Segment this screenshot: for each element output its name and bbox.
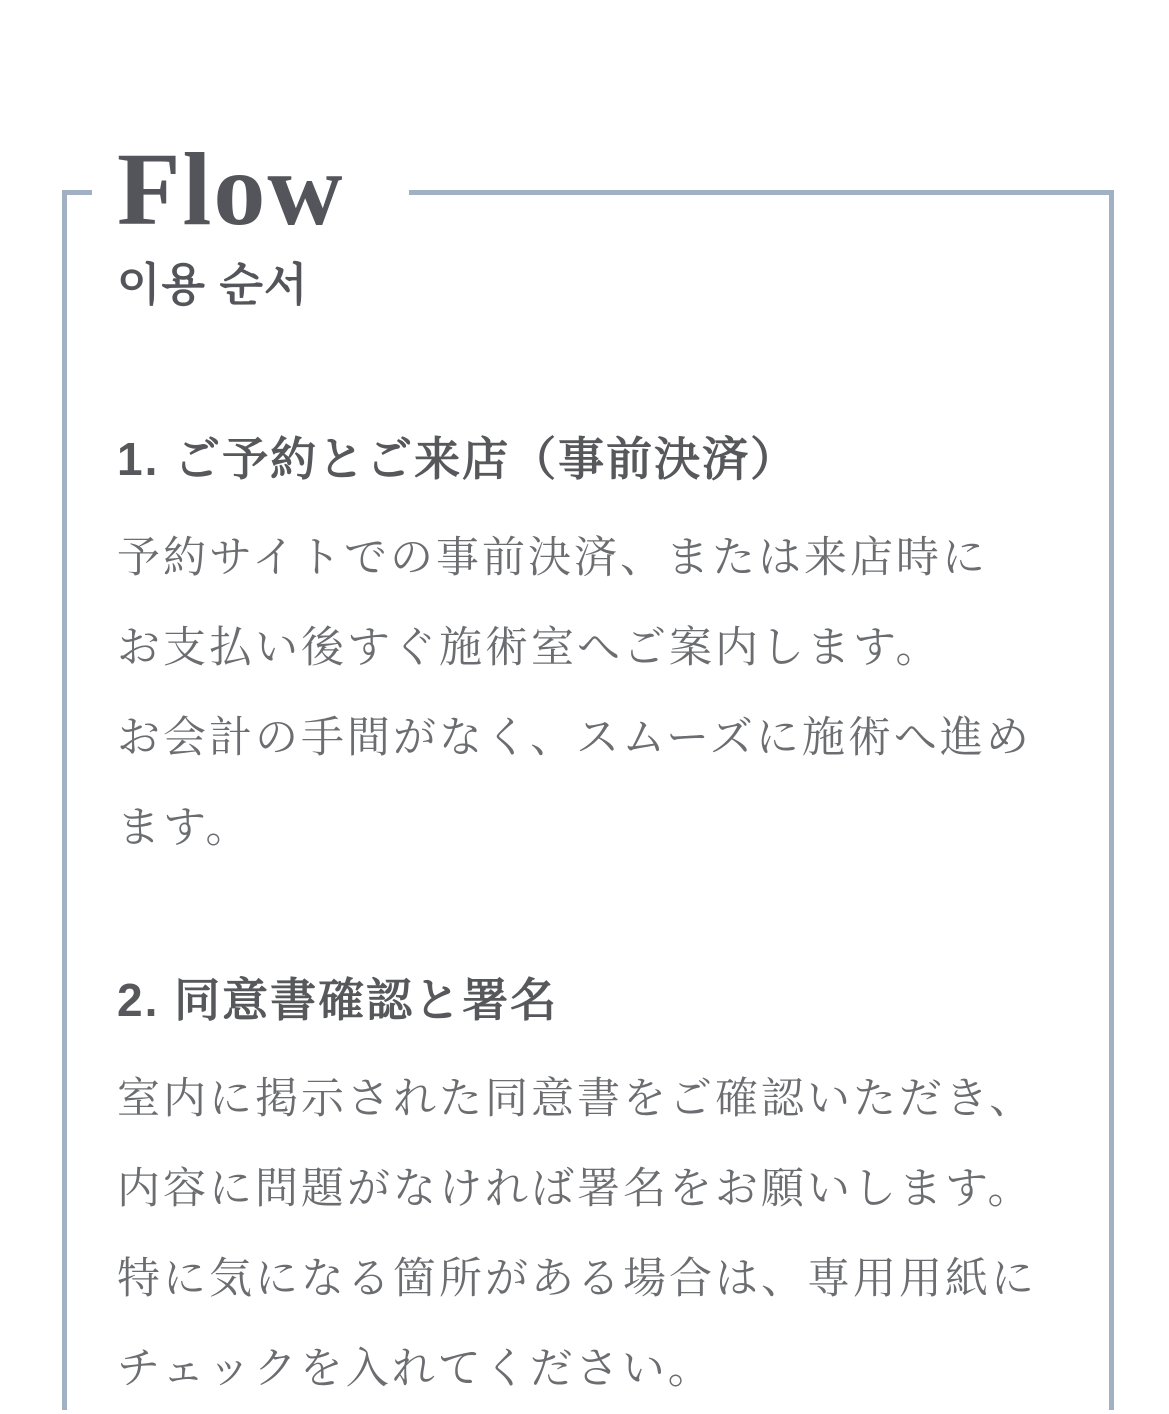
frame-left-border — [62, 190, 92, 1410]
step-2-line-1: 室内に掲示された同意書をご確認いただき、 — [117, 1075, 1036, 1124]
flow-step-1 — [117, 432, 1062, 873]
section-title-english: Flow — [117, 132, 345, 247]
step-2-line-2: 内容に問題がなければ署名をお願いします。 — [117, 1165, 1034, 1214]
step-2-line-3: 特に気になる箇所がある場合は、専用用紙に — [117, 1255, 1037, 1304]
step-2-line-4: チェックを入れてください。 — [117, 1345, 714, 1394]
step-1-line-1: 予約サイトでの事前決済、または来店時に — [117, 534, 988, 583]
step-2-heading: 2. 同意書確認と署名 — [117, 974, 559, 1027]
flow-step-2 — [117, 973, 1062, 1414]
step-1-heading: 1. ご予約とご来店（事前決済） — [117, 433, 799, 485]
step-1-description — [117, 513, 1062, 873]
section-subtitle-korean: 이용 순서 — [117, 259, 309, 310]
flow-section — [117, 0, 1062, 1414]
step-1-line-4: ます。 — [117, 804, 252, 853]
step-1-line-2: お支払い後すぐ施術室へご案内します。 — [117, 624, 942, 673]
step-2-description — [117, 1054, 1062, 1414]
step-1-line-3: お会計の手間がなく、スムーズに施術へ進め — [117, 714, 1032, 763]
